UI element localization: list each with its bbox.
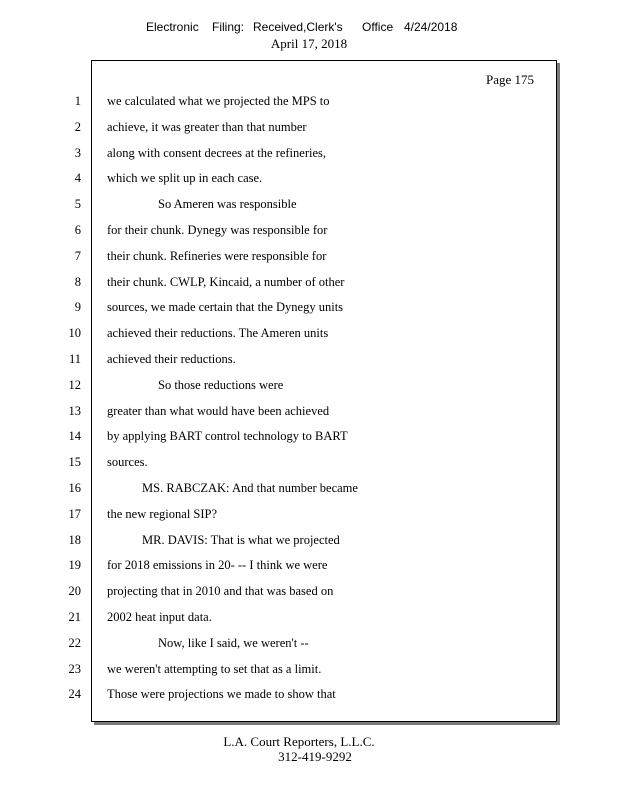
- transcript-line: [0, 321, 618, 347]
- line-number: 5: [74, 197, 81, 212]
- transcript-line: [0, 528, 618, 554]
- line-number: 19: [68, 558, 81, 573]
- line-text: Those were projections we made to show that: [107, 687, 336, 702]
- transcript-line: [0, 141, 618, 167]
- filing-word-office: Office: [362, 20, 394, 34]
- line-text: we weren't attempting to set that as a limit.: [107, 661, 322, 676]
- transcript-line: [0, 605, 618, 631]
- page-number: Page 175: [485, 72, 534, 87]
- reporter-company: L.A. Court Reporters, L.L.C.: [223, 734, 375, 749]
- line-number: 16: [68, 481, 81, 495]
- line-text: greater than what would have been achieved: [107, 403, 330, 418]
- line-text: So Ameren was responsible: [158, 197, 297, 212]
- filing-word-electronic: Electronic: [146, 20, 199, 34]
- transcript-line: [0, 373, 618, 399]
- transcript-line: [0, 657, 618, 683]
- filing-word-received: Received,Clerk's: [253, 20, 343, 34]
- transcript-line: [0, 399, 618, 425]
- line-text: So those reductions were: [158, 377, 284, 392]
- line-number: 2: [74, 119, 81, 134]
- transcript-line: [0, 115, 618, 141]
- filing-word-filing: Filing:: [212, 20, 245, 34]
- transcript-line: [0, 166, 618, 192]
- line-number: 18: [68, 532, 81, 547]
- reporter-phone: 312-419-9292: [278, 749, 352, 764]
- transcript-line: [0, 502, 618, 528]
- transcript-line: [0, 89, 618, 115]
- line-text: which we split up in each case.: [107, 171, 263, 186]
- line-text: for 2018 emissions in 20- -- I think we were: [107, 558, 328, 573]
- line-number: 12: [68, 377, 81, 392]
- line-text: projecting that in 2010 and that was based on: [107, 584, 334, 599]
- line-number: 22: [68, 635, 81, 650]
- line-text: sources, we made certain that the Dynegy units: [107, 300, 344, 315]
- transcript-line: [0, 270, 618, 296]
- line-number: 3: [74, 145, 81, 160]
- filing-stamp: [0, 20, 618, 36]
- line-text: we calculated what we projected the MPS to: [107, 94, 330, 108]
- line-number: 21: [68, 610, 81, 624]
- transcript-date: April 17, 2018: [270, 36, 348, 51]
- line-text: along with consent decrees at the refineries,: [107, 145, 327, 160]
- line-number: 11: [68, 352, 81, 366]
- line-number: 9: [74, 300, 81, 315]
- line-number: 6: [74, 223, 81, 237]
- line-number: 10: [68, 326, 81, 341]
- line-text: MS. RABCZAK: And that number became: [142, 481, 358, 495]
- transcript-line: [0, 218, 618, 244]
- line-number: 8: [74, 274, 81, 289]
- transcript-line: [0, 192, 618, 218]
- line-number: 15: [68, 455, 81, 470]
- line-number: 4: [74, 171, 81, 186]
- transcript-line: [0, 450, 618, 476]
- line-number: 24: [68, 687, 81, 702]
- transcript-line: [0, 295, 618, 321]
- line-number: 20: [68, 584, 81, 599]
- transcript-line: [0, 244, 618, 270]
- filing-date: 4/24/2018: [404, 20, 458, 34]
- line-text: achieve, it was greater than that number: [107, 119, 307, 134]
- line-number: 17: [68, 506, 81, 521]
- line-number: 13: [68, 403, 81, 418]
- line-number: 23: [68, 661, 81, 676]
- line-text: the new regional SIP?: [107, 506, 218, 521]
- transcript-line: [0, 682, 618, 708]
- line-number: 14: [68, 429, 81, 444]
- line-text: achieved their reductions. The Ameren units: [107, 326, 329, 341]
- transcript-line: [0, 553, 618, 579]
- line-text: their chunk. CWLP, Kincaid, a number of other: [107, 274, 345, 289]
- transcript-line: [0, 631, 618, 657]
- line-text: achieved their reductions.: [107, 352, 236, 366]
- line-text: 2002 heat input data.: [107, 610, 212, 624]
- transcript-line: [0, 476, 618, 502]
- line-number: 7: [74, 248, 81, 263]
- line-text: their chunk. Refineries were responsible for: [107, 248, 327, 263]
- transcript-line: [0, 347, 618, 373]
- transcript-line: [0, 424, 618, 450]
- line-text: sources.: [107, 455, 148, 470]
- line-number: 1: [74, 94, 81, 108]
- line-text: by applying BART control technology to BART: [107, 429, 348, 444]
- line-text: MR. DAVIS: That is what we projected: [142, 532, 340, 547]
- transcript-line: [0, 579, 618, 605]
- line-text: for their chunk. Dynegy was responsible for: [107, 223, 328, 237]
- line-text: Now, like I said, we weren't --: [158, 635, 309, 650]
